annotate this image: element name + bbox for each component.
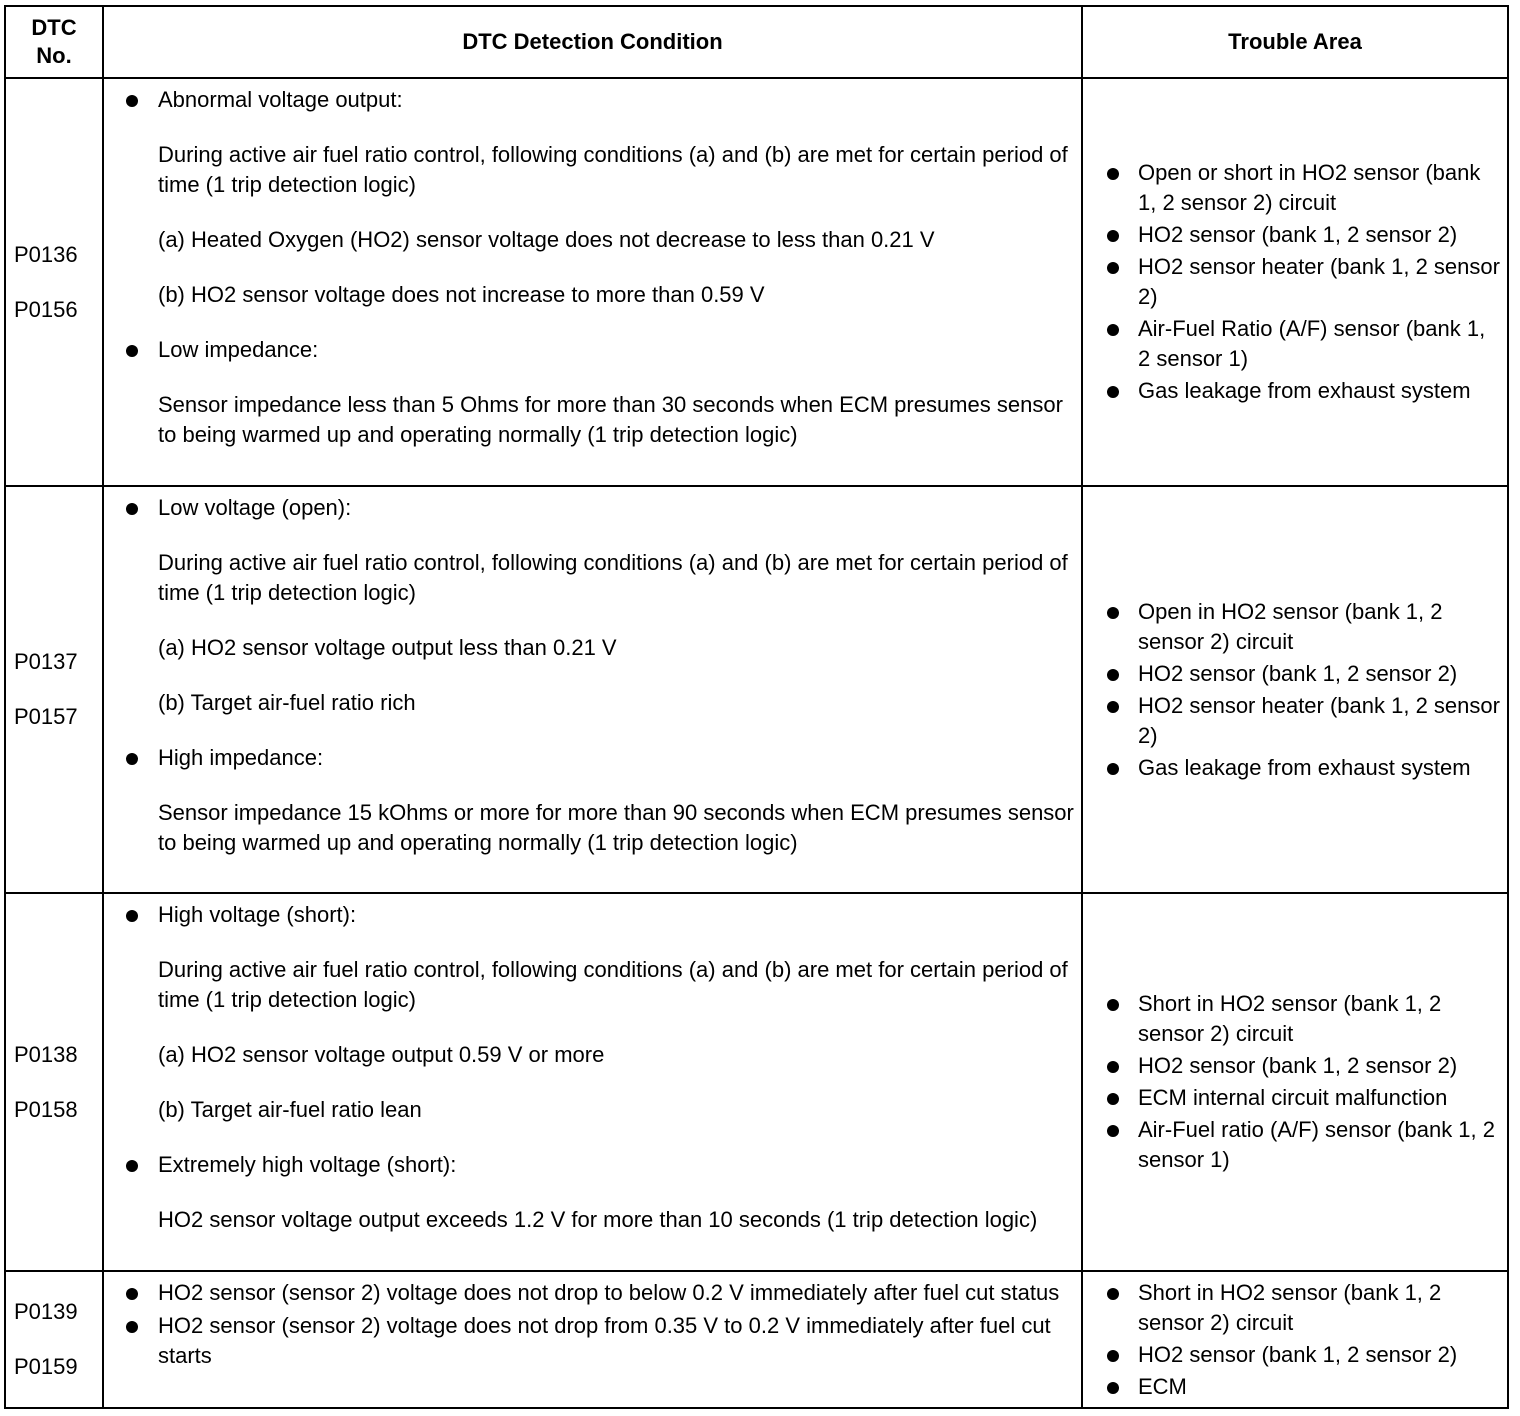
header-detection-condition: DTC Detection Condition (103, 6, 1082, 78)
dtc-code: P0138 (14, 1041, 78, 1067)
condition-text: (a) Heated Oxygen (HO2) sensor voltage does not decrease to less than 0.21 V (158, 227, 935, 252)
condition-text: Sensor impedance less than 5 Ohms for more than 30 seconds when ECM presumes sensor to being warmed up and operating normally (1 trip detection logic) (158, 392, 1063, 447)
condition-text: During active air fuel ratio control, following conditions (a) and (b) are met for certain period of time (1 trip detection logic) (158, 142, 1068, 197)
table-row (5, 486, 1508, 893)
dtc-code: P0137 (14, 649, 78, 674)
dtc-code-cell (5, 1271, 103, 1408)
detection-condition-cell (103, 78, 1082, 486)
trouble-item: HO2 sensor (bank 1, 2 sensor 2) (1083, 1340, 1503, 1370)
dtc-code-cell (5, 893, 103, 1271)
condition-text: (b) Target air-fuel ratio rich (158, 690, 416, 715)
dtc-code: P0157 (14, 704, 78, 729)
condition-text: (a) HO2 sensor voltage output 0.59 V or more (158, 1042, 605, 1067)
condition-bullet: Abnormal voltage output: (104, 85, 1075, 115)
condition-text: (b) HO2 sensor voltage does not increase to more than 0.59 V (158, 282, 765, 307)
dtc-code-cell (5, 78, 103, 486)
dtc-code: P0158 (14, 1096, 78, 1122)
dtc-code: P0139 (14, 1299, 78, 1324)
trouble-area-cell (1082, 893, 1508, 1271)
table-row (5, 1271, 1508, 1408)
condition-text: (b) Target air-fuel ratio lean (158, 1097, 422, 1122)
trouble-item: HO2 sensor (bank 1, 2 sensor 2) (1083, 659, 1503, 689)
trouble-item: HO2 sensor heater (bank 1, 2 sensor 2) (1083, 691, 1503, 751)
condition-text: During active air fuel ratio control, following conditions (a) and (b) are met for certain period of time (1 trip detection logic) (158, 550, 1068, 605)
header-row (5, 6, 1508, 78)
trouble-item: Air-Fuel ratio (A/F) sensor (bank 1, 2 sensor 1) (1083, 1115, 1503, 1175)
trouble-item: HO2 sensor (bank 1, 2 sensor 2) (1083, 220, 1503, 250)
condition-bullet: Low impedance: (104, 335, 1075, 365)
trouble-area-cell (1082, 78, 1508, 486)
condition-bullet: High voltage (short): (104, 900, 1075, 930)
condition-text: During active air fuel ratio control, following conditions (a) and (b) are met for certain period of time (1 trip detection logic) (158, 957, 1068, 1012)
dtc-table (4, 5, 1509, 1409)
trouble-area-cell (1082, 1271, 1508, 1408)
trouble-item: Open or short in HO2 sensor (bank 1, 2 sensor 2) circuit (1083, 158, 1503, 218)
detection-condition-cell (103, 1271, 1082, 1408)
condition-text: Sensor impedance 15 kOhms or more for more than 90 seconds when ECM presumes sensor to being warmed up and operating normally (1 trip detection logic) (158, 800, 1074, 855)
trouble-item: Short in HO2 sensor (bank 1, 2 sensor 2) circuit (1083, 989, 1503, 1049)
trouble-area-cell (1082, 486, 1508, 893)
detection-condition-cell (103, 893, 1082, 1271)
condition-text: (a) HO2 sensor voltage output less than 0.21 V (158, 635, 617, 660)
dtc-code: P0159 (14, 1354, 78, 1379)
trouble-item: Short in HO2 sensor (bank 1, 2 sensor 2) circuit (1083, 1278, 1503, 1338)
condition-bullet: High impedance: (104, 743, 1075, 773)
trouble-item: HO2 sensor heater (bank 1, 2 sensor 2) (1083, 252, 1503, 312)
table-row (5, 893, 1508, 1271)
header-dtc-no (5, 6, 103, 78)
table-body (5, 78, 1508, 1408)
trouble-item: HO2 sensor (bank 1, 2 sensor 2) (1083, 1051, 1503, 1081)
trouble-item: Gas leakage from exhaust system (1083, 753, 1503, 783)
trouble-item: Gas leakage from exhaust system (1083, 376, 1503, 406)
header-trouble-area: Trouble Area (1082, 6, 1508, 78)
trouble-item: Air-Fuel Ratio (A/F) sensor (bank 1, 2 sensor 1) (1083, 314, 1503, 374)
detection-condition-cell (103, 486, 1082, 893)
condition-bullet: Low voltage (open): (104, 493, 1075, 523)
condition-text: HO2 sensor voltage output exceeds 1.2 V for more than 10 seconds (1 trip detection logic) (158, 1207, 1038, 1232)
condition-bullet: HO2 sensor (sensor 2) voltage does not drop to below 0.2 V immediately after fuel cut status (104, 1278, 1075, 1308)
table-row (5, 78, 1508, 486)
trouble-item: ECM internal circuit malfunction (1083, 1083, 1503, 1113)
condition-bullet: Extremely high voltage (short): (104, 1150, 1075, 1180)
dtc-code-cell (5, 486, 103, 893)
trouble-item: Open in HO2 sensor (bank 1, 2 sensor 2) circuit (1083, 597, 1503, 657)
condition-bullet: HO2 sensor (sensor 2) voltage does not drop from 0.35 V to 0.2 V immediately after fuel cut starts (104, 1311, 1075, 1371)
trouble-item: ECM (1083, 1372, 1503, 1402)
dtc-code: P0136 (14, 241, 78, 267)
dtc-code: P0156 (14, 296, 78, 322)
header-dtc-no-label: DTC No. (31, 15, 77, 68)
